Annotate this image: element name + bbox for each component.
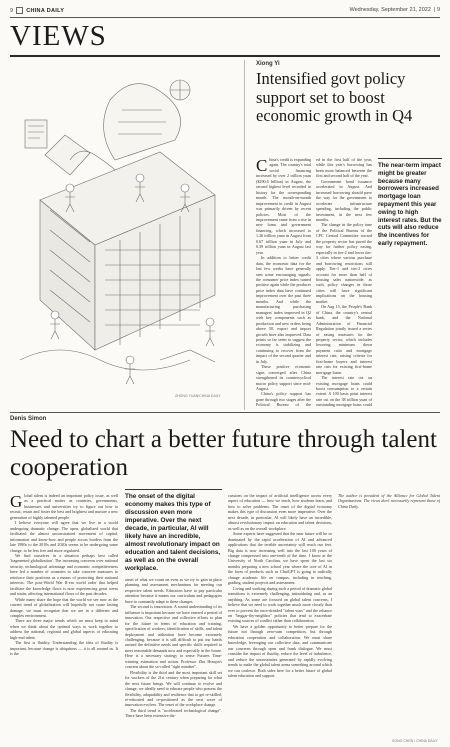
article-left-column-1 (10, 493, 118, 739)
paragraph: cussions on the impact of artificial intelligence across every aspect of education — how we teach, how students learn, and how to solve problems. The onset of the digital economy makes this type of discussion even more imperative. Over the next decade, in particular, AI will likely have an incredible, almost revolutionary impact on education and talent decisions, as well as on the overall workplace. (228, 493, 332, 531)
article-right-column-2 (316, 157, 372, 409)
paragraph: There are three major trends which we must keep in mind when we think about the optimal ways to work together to address the national, regional and global aspects of educating high-end talent. (10, 618, 118, 640)
paragraph: ed in the first half of the year, while this year's borrowing has been more balanced between the first and second half of the year. (316, 157, 372, 179)
paragraph: On Aug 15, the People's Bank of China, the country's central bank, and the National Administration of Financial Regulation jointly issued a series of easing measures for the property sector, which includes lowering minimum down payment ratio and mortgage interest rate, raising criteria for first-home buyers and interest rate cuts for existing first-home mortgage loans. (316, 304, 372, 375)
article-left-column-3 (228, 493, 332, 739)
date-line: Wednesday, September 21, 2022 (349, 7, 431, 13)
page-number: 9 (10, 7, 14, 14)
paragraph: hina's credit is expanding again. The country's total social financing increased by over 2 trillion yuan ($290.6 billion) in August, the second highest level recorded in history for the corresponding month. The month-on-month improvement in credit in August was primarily driven by recent policies. Most of the improvement came from a rise in new loans and government financing, which increased to 1.26 trillion yuan in August from 0.67 trillion yuan in July and 0.39 trillion yuan in August last year. (256, 157, 311, 255)
section-rule (10, 55, 440, 57)
illustration-credit: ZHONG YUAN/CHINA DAILY (175, 394, 221, 398)
header-rule (10, 17, 440, 18)
paragraph: onset of what we count on even as we try to gain in place planning and assessment mechanisms for meeting our respective talent needs. Educators have to pay particular attention because it means our curriculum and pedagogies have to constantly adapt to these changes. (125, 577, 222, 604)
article-separator-rule (10, 412, 440, 413)
paragraph: The change in the policy tone of the Political Bureau of the CPC Central Committee toward the property sector has paved the way for further policy easing, especially in tier-2 and lower tier-3 cities where various purchase and borrowing restrictions still apply. Tier-1 and tier-2 cities account for more than half of housing sales nationwide; as such, policy changes in those cities will have significant implications on the housing market. (316, 222, 372, 304)
headline-left: Need to chart a better future through talent cooperation (10, 426, 437, 481)
paragraph: The third trend is "accelerated technological change". There have been extensive dis- (125, 707, 222, 719)
pull-quote-left: The onset of the digital economy makes this type of discussion even more imperative. Over the next decade, in particular, AI will likely have an incredible, almost revolutionary impact on education and talent decisions, as well as on the overall workplace. (125, 489, 222, 573)
dropcap-right: C (256, 157, 268, 175)
column-divider (244, 60, 245, 410)
author-note: The author is president of the Alliance for Global Talent Organizations. The views don't necessarily represent those of China Daily. (338, 493, 440, 509)
editorial-illustration (10, 60, 238, 392)
paragraph: Living and working during such a period of dramatic global transitions is extremely challenging, intimidating and, as an anything. As some are focused on global talent concerns, I believe that we need to work together much more closely than ever to prevent the once-dreaded "talent wars" and the reliance on "beggar-thy-neighbor" policies that tend to exacerbate existing sources of conflict rather than collaboration. (228, 585, 332, 624)
paragraph: lobal talent is indeed an important policy issue, as well as a practical matter as countries, governments, businesses and universities try to figure out how to recruit, retain and foster the best and brightest and nurture a new generation of highly talented people. (10, 493, 118, 520)
paragraph: In addition to better credit data, the economic data for the last few weeks have generally sent some encouraging signals: the consumer price index turned positive again while the producer price index data have continued improvement over the past three months. And while the manufacturing purchasing managers' index improved in Q2 with key components such as production and new orders being above 50, export and import growth have also improved. Data points so far seem to suggest the economy is stabilizing and continuing to recover from the impact of the second quarter and in July. (256, 255, 311, 364)
paragraph: These positive economic signs converged after China strengthened its countercyclical macro policy support since mid-August. (256, 364, 311, 392)
paragraph: China's policy support has gone through two stages after the Political Bureau of the (256, 391, 311, 408)
illustration-linework (20, 80, 215, 384)
section-title: VIEWS (10, 20, 107, 52)
nameplate-icon (16, 7, 23, 14)
paragraph: While many share the hope that the world we see now as the current trend of globalization will hopefully not cause lasting damage, we must recognize that we are in a different and complex environment. (10, 596, 118, 618)
paragraph: Flexibility is the third and the most important skill set for workers of the 21st century when preparing for what the next future brings. We will continue to evolve and change, we ideally need to educate people who possess the flexibility, adaptability and resilience that to get re-skilled, re-educated and re-positioned as the next wave of innovation evolves. The onset of the workplace change. (125, 669, 222, 708)
article-left-column-4 (338, 493, 440, 737)
paragraph: I believe everyone will agree that we live in a world undergoing dramatic change. The open, globalized world that facilitated the almost unconstrained movement of capital, information and know-how and people across borders from the late 1980s to the 2010s and 2020s seems to be undergoing some change, to be less free and more regulated. (10, 520, 118, 553)
page-header-left (10, 7, 64, 14)
pull-quote-right: The near-term impact might be greater because many borrowers increased mortgage loan repayment this year owing to high interest rates. But the cuts will also reduce the incentives for early repayment. (378, 158, 442, 248)
dropcap-left: G (10, 493, 23, 511)
top-bar (10, 7, 440, 17)
paragraph: We find ourselves in a situation perhaps best called 'fragmented globalization'. The increasing concerns over national security, technological advantage and economic competitiveness have led a number of countries to take concrete measures to reinforce their positions as a means of protecting their national interests. The post-World War II-era world order that helped facilitate the knowledge flows is now experiencing great stress and strain, affecting international flows of the past decades. (10, 552, 118, 597)
headline-right: Intensified govt policy support set to boost economic growth in Q4 (256, 69, 413, 125)
byline-right: Xiong Yi (256, 61, 280, 67)
article-right-column-1 (256, 157, 311, 409)
paragraph: The second is innovation. A sound understanding of its influence is important because we have entered a period of innovation. Our respective and collective efforts to plan for the future in terms of education and training, specification of workers, identification of skills, and talent deployment and utilization have become extremely challenging, because it is still difficult to put our hands around the definitive needs and specific skills required to meet reasonable demands now and especially in the future. Here is a necessary strategy to sense Futures Time-winning estimation and action. Professor Zhu Houqin's concern about the so-called "right mindset". (125, 604, 222, 670)
brand-name: CHINA DAILY (26, 7, 65, 14)
paragraph: The first is fluidity. Understanding the idea of fluidity is important, because change is ubiquitous — it is all around us. It is the (10, 640, 118, 657)
paragraph: Government bond issuance accelerated in August. And increased borrowing should pave the way for the government to accelerate infrastructure spending, including the public investment, in the next few months. (316, 178, 372, 222)
paragraph: Some experts have suggested that the near future will be so dominated by the rapid acceleration of AI and advanced applications that the terrible uncertainty will reach our feet. Big data is now increasing well into the last 100 years of change compressed into one-tenth of the time. I know at the University of North Carolina, we have spent the last six months preparing a new school year where the core of AI in the form of products such as ChatGPT is going to radically change academic life on campus, including in teaching, grading, student projects and assessment. (228, 531, 332, 586)
article-left-column-2 (125, 577, 222, 739)
paragraph: The interest rate cut on existing mortgage loans could boost consumption to a certain extent. A 100 basis point interest rate cut on the 38 trillion yuan of outstanding mortgage loans could (316, 375, 372, 408)
byline-left: Denis Simon (10, 416, 47, 422)
footer-credit: SONG CHEN / CHINA DAILY (392, 739, 438, 743)
paragraph: We have a golden opportunity to better prepare for the future not through zero-sum competition, but through education cooperation and collaboration. We must share knowledge, leveraging our collective data, and communicate our concerns through open and frank dialogue. We must consider the impact of fluidity, reduce the level of turbulence, and reduce the uncertainties generated by rapidly evolving trends to make the global talent arena something around which we can coalesce. Both sides here for a better future of global talent education and support. (228, 623, 332, 678)
page-number-right: 9 (436, 7, 440, 13)
page-header-right: Wednesday, September 21, 2022 | 9 (349, 7, 440, 13)
